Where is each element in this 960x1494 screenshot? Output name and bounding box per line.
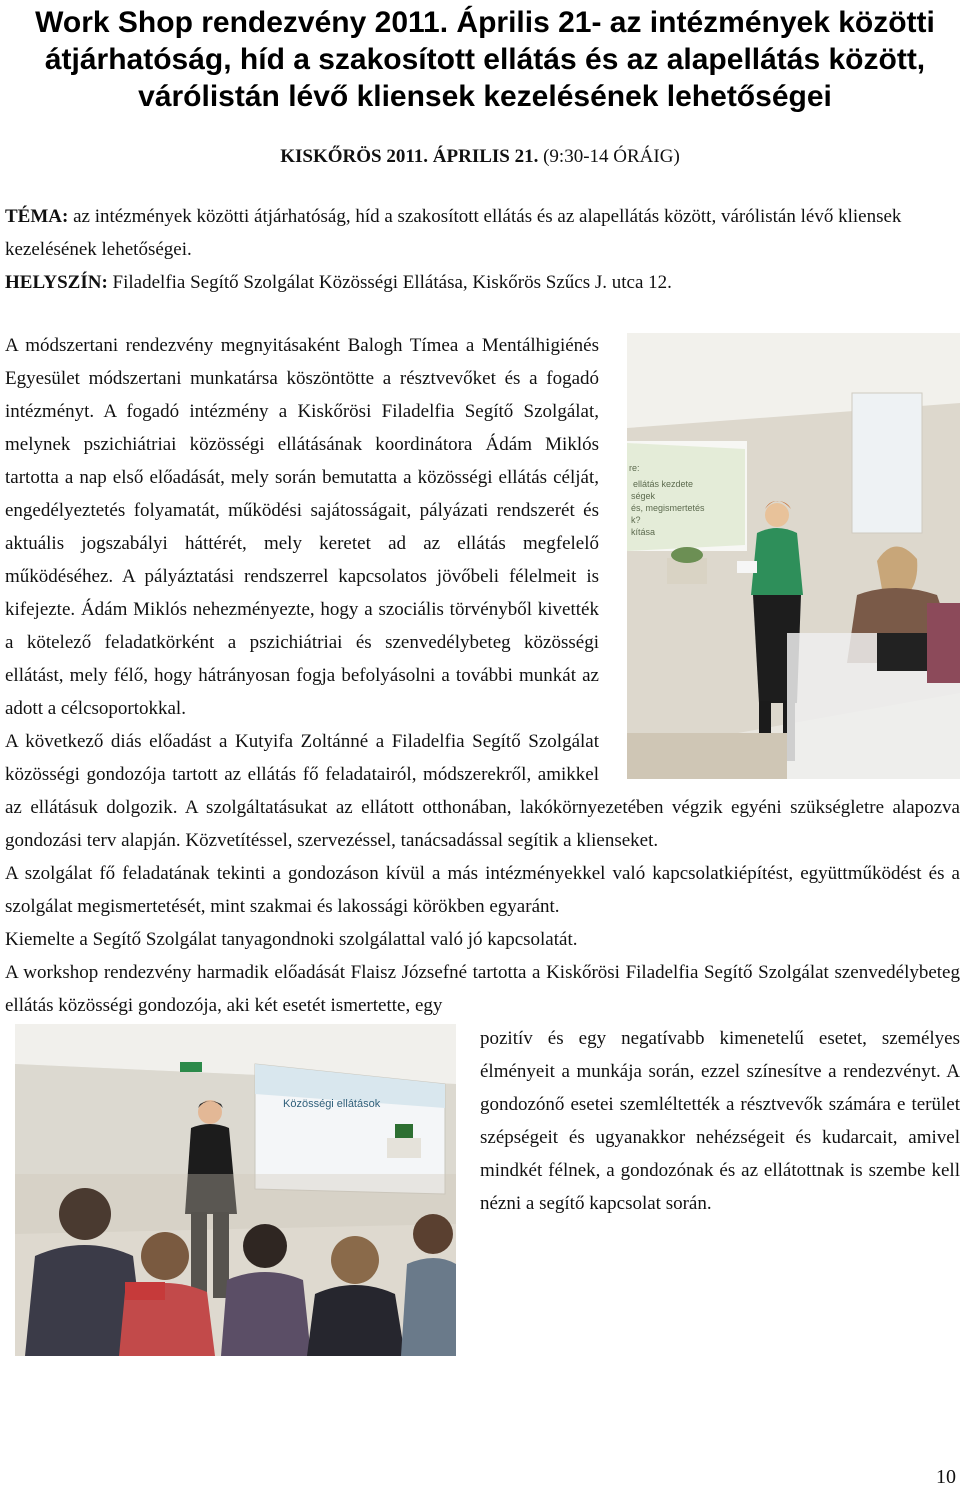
paragraph-farm-service: Kiemelte a Segítő Szolgálat tanyagondnoki szolgálattal való jó kapcsolatát. [5,929,578,950]
slide-text-5: k? [631,515,641,525]
photo-1-illustration [627,333,960,779]
paragraph-opening: A módszertani rendezvény megnyitásaként Balogh Tímea a Mentálhigiénés Egyesület módszertani munkatársa köszöntötte a résztvevőket és a fogadó intézményt. A fogadó intézmény a Kiskőrösi Filadelfia Segítő Szolgálat, melynek pszichiátriai közösségi ellátásának koordinátora Ádám Miklós tartotta a nap első előadását, mely során bemutatta a közösségi ellátás célját, engedélyeztetés folyamatát, működési sajátosságait, pályázati rendszerét és aktuális jogszabályi háttérét, mely keretet ad az ellátás megfelelő működéséhez. A pályáztatási rendszerrel kapcsolatos jövőbeli félelmeit is kifejezte. Ádám Miklós nehezményezte, hogy a szociális törvényből kivették a kötelező feladatkörként a pszichiátriai és szenvedélybeteg közösségi ellátást, mely félő, hogy hátrányosan fogja befolyásolni a további munkát az adott a célcsoportokkal. [5,335,599,719]
event-date-line [0,142,960,172]
slide-text-2: ellátás kezdete [633,479,694,489]
paragraph-third-talk-continued: pozitív és egy negatívabb kimenetelű esetet, személyes élményeit a munkája során, ezzel színesítve a rendezvényt. A gondozónő esetei szemléltették a résztvevők számára e terület szépségeit és ugyanakkor nehézségeit és kudarcait, amivel mindkét félnek, a gondozónak és az ellátottnak is szembe kell nézni a segítő kapcsolat során. [480,1028,960,1214]
venue-line [5,266,955,299]
paragraph-third-talk: A workshop rendezvény harmadik előadását Flaisz Józsefné tartotta a Kiskőrösi Filadelfia Segítő Szolgálat szenvedélybeteg ellátás közösségi gondozója, aki két esetét ismertette, egy [5,962,960,1016]
slide-text-1: re: [629,463,640,473]
photo-2-illustration [15,1024,456,1356]
paragraph-second-talk: A következő diás előadást a Kutyifa Zoltánné a Filadelfia Segítő Szolgálat közösségi gondozója tartott az ellátás fő feladatairól, módszerekről, amikkel az ellátásuk dolgozik. A szolgáltatásukat az ellátott otthonában, lakókörnyezetében végzik egyéni szükségletre alapozva gondozási terv alapján. Közvetítéssel, szervezéssel, tanácsadással segítik a klienseket. [5,731,960,851]
slide-title: Közösségi ellátások [283,1098,381,1110]
topic-label: TÉMA: [5,206,69,227]
slide-text-4: és, megismertetés [631,503,705,513]
venue-text: Filadelfia Segítő Szolgálat Közösségi Ellátása, Kiskőrös Szűcs J. utca 12. [112,272,672,293]
photo-presentation-speaker [627,333,960,779]
topic-line [5,200,955,266]
report-body [5,329,960,1360]
event-time: (9:30-14 ÓRÁIG) [543,146,680,167]
event-place-date: KISKŐRÖS 2011. ÁPRILIS 21. [280,146,539,167]
topic-text: az intézmények közötti átjárhatóság, híd a szakosított ellátás és az alapellátás között, várólistán lévő kliensek kezelésének lehetőségei. [5,206,902,260]
photo-community-care-talk [15,1024,456,1356]
event-meta [5,200,955,299]
page-number: 10 [936,1466,956,1488]
slide-text-3: ségek [631,491,656,501]
slide-text-6: kítása [631,527,656,537]
venue-label: HELYSZÍN: [5,272,108,293]
paragraph-service-tasks: A szolgálat fő feladatának tekinti a gondozáson kívül a más intézményekkel való kapcsolatkiépítést, együttműködést és a szolgálat megismertetését, mint szakmai és lakossági körökben egyaránt. [5,863,960,917]
document-title: Work Shop rendezvény 2011. Április 21- az intézmények közötti átjárhatóság, híd a szakosított ellátás és az alapellátás között, várólistán lévő kliensek kezelésének lehetőségei [35,6,935,113]
